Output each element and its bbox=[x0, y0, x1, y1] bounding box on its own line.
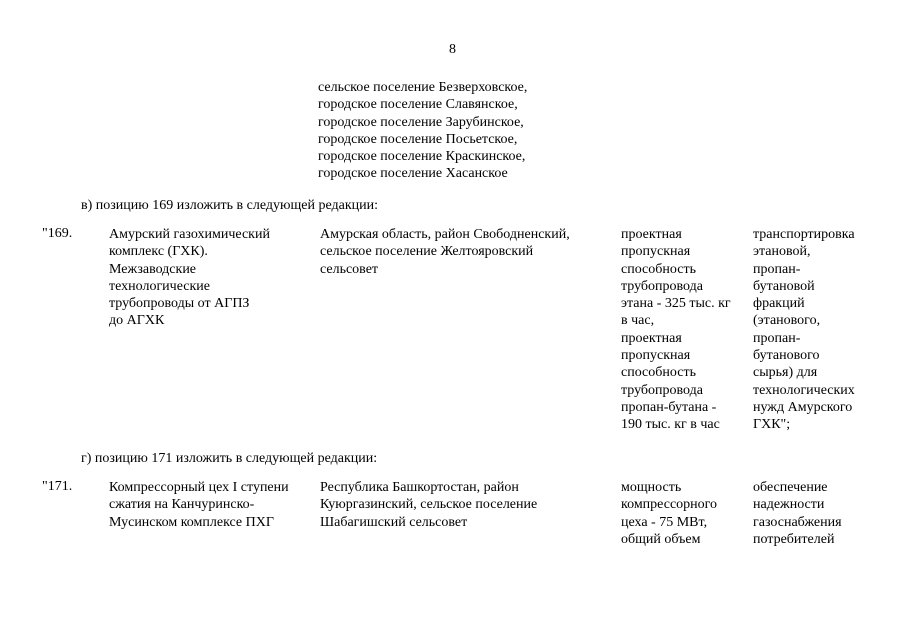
page-number: 8 bbox=[449, 42, 456, 57]
purpose-line: бутанового bbox=[753, 348, 820, 364]
characteristics-line: 190 тыс. кг в час bbox=[621, 417, 720, 433]
row-171-characteristics bbox=[621, 479, 717, 548]
purpose-line: газоснабжения bbox=[753, 514, 842, 530]
name-line: Межзаводские bbox=[109, 261, 197, 277]
row-171-number: "171. bbox=[42, 479, 73, 494]
name-line: комплекс (ГХК). bbox=[109, 244, 208, 260]
row-171-location bbox=[320, 479, 537, 531]
characteristics-line: общий объем bbox=[621, 531, 701, 547]
purpose-line: пропан- bbox=[753, 261, 801, 277]
characteristics-line: пропускная bbox=[621, 348, 691, 364]
characteristics-line: проектная bbox=[621, 330, 682, 346]
characteristics-line: способность bbox=[621, 261, 696, 277]
characteristics-line: пропускная bbox=[621, 244, 691, 260]
purpose-line: этановой, bbox=[753, 244, 811, 260]
purpose-line: транспортировка bbox=[753, 227, 855, 242]
purpose-line: сырья) для bbox=[753, 365, 818, 381]
name-line: Мусинском комплексе ПХГ bbox=[109, 514, 274, 530]
characteristics-line: трубопровода bbox=[621, 382, 703, 398]
location-line: Куюргазинский, сельское поселение bbox=[320, 497, 538, 513]
location-line: сельское поселение Желтоярoвский bbox=[320, 244, 534, 260]
purpose-line: бутановой bbox=[753, 278, 815, 294]
settlement-line: городское поселение Славянское, bbox=[318, 97, 518, 113]
instruction-position-171: г) позицию 171 изложить в следующей редакции: bbox=[81, 451, 378, 466]
row-169-location bbox=[320, 226, 570, 278]
settlement-line: городское поселение Хасанское bbox=[318, 166, 508, 182]
purpose-line: надежности bbox=[753, 497, 825, 513]
row-169-purpose bbox=[753, 226, 855, 434]
location-line: сельсовет bbox=[320, 261, 379, 277]
characteristics-line: пропан-бутана - bbox=[621, 399, 717, 415]
settlement-line: сельское поселение Безверховское, bbox=[318, 80, 528, 95]
settlement-line: городское поселение Краскинское, bbox=[318, 149, 526, 165]
settlements-list bbox=[318, 79, 527, 183]
settlement-line: городское поселение Зарубинское, bbox=[318, 114, 524, 130]
name-line: до АГХК bbox=[109, 313, 165, 329]
purpose-line: пропан- bbox=[753, 330, 801, 346]
characteristics-line: компрессорного bbox=[621, 497, 718, 513]
row-169-number: "169. bbox=[42, 226, 73, 241]
characteristics-line: мощность bbox=[621, 480, 682, 495]
characteristics-line: этана - 325 тыс. кг bbox=[621, 296, 731, 312]
characteristics-line: в час, bbox=[621, 313, 655, 329]
name-line: Амурский газохимический bbox=[109, 227, 270, 242]
purpose-line: фракций bbox=[753, 296, 805, 312]
location-line: Республика Башкортостан, район bbox=[320, 480, 519, 495]
purpose-line: (этанового, bbox=[753, 313, 821, 329]
characteristics-line: трубопровода bbox=[621, 278, 703, 294]
characteristics-line: цеха - 75 МВт, bbox=[621, 514, 708, 530]
settlement-line: городское поселение Посьетское, bbox=[318, 131, 518, 147]
purpose-line: нужд Амурского bbox=[753, 399, 853, 415]
name-line: трубопроводы от АГПЗ bbox=[109, 296, 250, 312]
row-171-name bbox=[109, 479, 289, 531]
purpose-line: обеспечение bbox=[753, 480, 828, 495]
location-line: Шабагишский сельсовет bbox=[320, 514, 468, 530]
purpose-line: технологических bbox=[753, 382, 855, 398]
row-171-purpose bbox=[753, 479, 842, 548]
location-line: Амурская область, район Свободненский, bbox=[320, 227, 570, 242]
row-169-name bbox=[109, 226, 270, 330]
name-line: Компрессорный цех I ступени bbox=[109, 480, 289, 495]
characteristics-line: способность bbox=[621, 365, 696, 381]
instruction-position-169: в) позицию 169 изложить в следующей редакции: bbox=[81, 198, 379, 213]
purpose-line: ГХК"; bbox=[753, 417, 791, 433]
purpose-line: потребителей bbox=[753, 531, 835, 547]
name-line: технологические bbox=[109, 278, 211, 294]
characteristics-line: проектная bbox=[621, 227, 682, 242]
name-line: сжатия на Канчуринско- bbox=[109, 497, 255, 513]
row-169-characteristics bbox=[621, 226, 731, 434]
